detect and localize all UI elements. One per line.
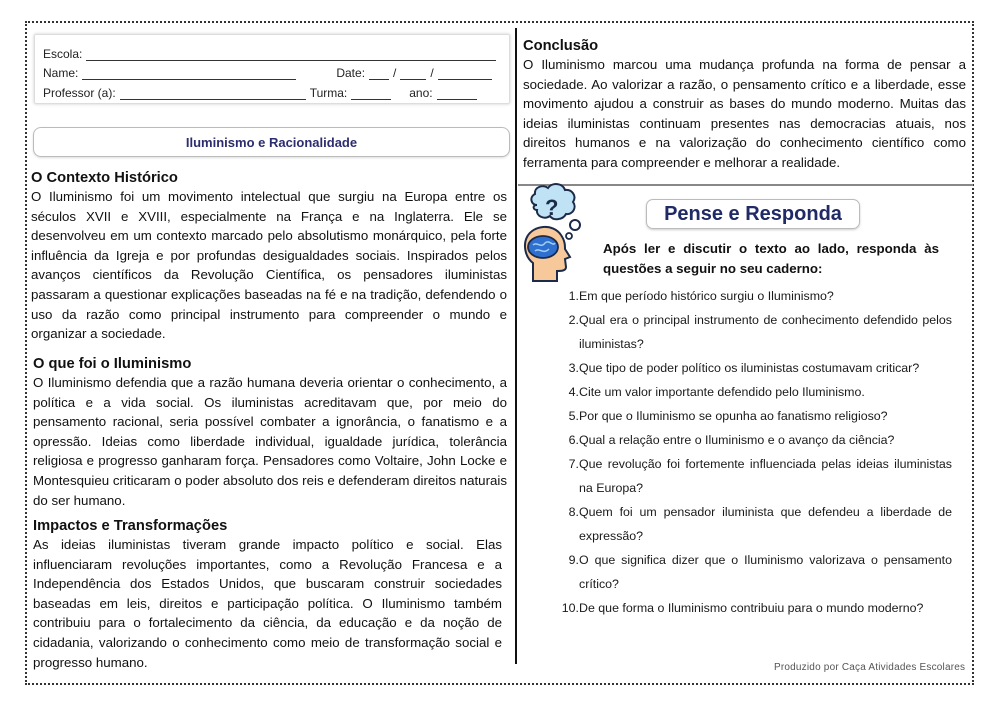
section-heading: O Contexto Histórico	[31, 170, 178, 186]
section-body: As ideias iluministas tiveram grande impacto político e social. Elas influenciaram revoluções importantes, como a Revolução Francesa e a Independência dos Estados Unidos, que buscaram construir sociedades baseadas em leis, direitos e participação política. O Iluminismo também contribuiu para o fortalecimento da ciência, da educação e da noção de cidadania, valorizando o conhecimento como meio de transformação social e progresso humano.	[33, 537, 502, 670]
professor-row	[43, 80, 501, 100]
question-text: De que forma o Iluminismo contribuiu para o mundo moderno?	[579, 601, 924, 615]
section-heading: Conclusão	[523, 38, 599, 54]
question-number: 1.	[568, 289, 579, 303]
worksheet-title: Iluminismo e Racionalidade	[33, 127, 510, 157]
ano-field[interactable]	[437, 87, 477, 100]
date-separator: /	[393, 66, 397, 80]
escola-label: Escola:	[43, 46, 83, 61]
pense-e-responda-title: Pense e Responda	[646, 199, 860, 229]
question-text: Em que período histórico surgiu o Iluminismo?	[579, 289, 834, 303]
question-number: 10.	[561, 601, 579, 615]
date-separator: /	[430, 66, 434, 80]
section-conclusao	[523, 37, 966, 173]
name-date-row	[43, 61, 501, 81]
question-number: 2.	[568, 313, 579, 327]
question-text: Qual era o principal instrumento de conhecimento defendido pelos iluministas?	[579, 313, 952, 351]
professor-label: Professor (a):	[43, 85, 116, 100]
question-item	[564, 500, 952, 548]
date-year-field[interactable]	[438, 67, 492, 80]
question-number: 4.	[568, 385, 579, 399]
question-number: 6.	[568, 433, 579, 447]
footer-credit: Produzido por Caça Atividades Escolares	[774, 662, 966, 673]
question-text: Qual a relação entre o Iluminismo e o avanço da ciência?	[579, 433, 895, 447]
question-number: 8.	[568, 505, 579, 519]
question-item	[564, 308, 952, 356]
ano-label: ano:	[409, 85, 433, 100]
professor-field[interactable]	[120, 87, 306, 100]
section-heading: Impactos e Transformações	[33, 518, 228, 534]
name-label: Name:	[43, 66, 79, 80]
question-number: 7.	[568, 457, 579, 471]
section-body: O Iluminismo marcou uma mudança profunda na forma de pensar a sociedade. Ao valorizar a razão, o pensamento crítico e a liberdade, esse movimento ajudou a construir as bases do mundo moderno. Muitas das ideias iluministas continuam presentes nas democracias atuais, nos direitos humanos e na valorização do conhecimento científico como ferramenta para compreender e melhorar a realidade.	[523, 57, 966, 170]
turma-label: Turma:	[309, 85, 348, 100]
question-number: 9.	[568, 553, 579, 567]
date-day-field[interactable]	[369, 67, 389, 80]
column-divider	[515, 28, 517, 664]
student-info-form	[34, 34, 510, 104]
instructions: Após ler e discutir o texto ao lado, responda às questões a seguir no seu caderno:	[603, 241, 939, 276]
question-list	[561, 284, 952, 620]
name-field[interactable]	[82, 67, 296, 80]
section-contexto-historico	[31, 169, 507, 344]
svg-text:?: ?	[545, 195, 559, 220]
question-item	[564, 428, 952, 452]
date-label: Date:	[336, 66, 366, 80]
section-body: O Iluminismo foi um movimento intelectual que surgiu na Europa entre os séculos XVII e XVIII, especialmente na França e na Inglaterra. Ele se desenvolveu em um contexto marcado pelo absolutismo monárquico, pela forte influência da Igreja e por profundas desigualdades sociais. Inspirados pelos avanços científicos da Revolução Científica, os pensadores iluministas passaram a questionar explicações baseadas na fé e na tradição, defendendo o uso da razão como principal instrumento para compreender o mundo e organizar a sociedade.	[31, 189, 507, 342]
question-number: 5.	[568, 409, 579, 423]
section-heading: O que foi o Iluminismo	[33, 356, 192, 372]
date-month-field[interactable]	[400, 67, 426, 80]
question-item	[564, 356, 952, 380]
section-impactos	[33, 517, 502, 672]
turma-field[interactable]	[351, 87, 391, 100]
question-item	[564, 284, 952, 308]
question-text: Que revolução foi fortemente influenciada pelas ideias iluministas na Europa?	[579, 457, 952, 495]
question-text: Que tipo de poder político os iluministas costumavam criticar?	[579, 361, 920, 375]
question-number: 3.	[568, 361, 579, 375]
question-item	[564, 548, 952, 596]
question-item	[564, 452, 952, 500]
question-item	[564, 404, 952, 428]
question-text: O que significa dizer que o Iluminismo valorizava o pensamento crítico?	[579, 553, 952, 591]
escola-row	[43, 41, 501, 61]
question-text: Por que o Iluminismo se opunha ao fanatismo religioso?	[579, 409, 888, 423]
question-text: Cite um valor importante defendido pelo Iluminismo.	[579, 385, 865, 399]
escola-field[interactable]	[86, 48, 496, 61]
thinking-head-icon	[523, 183, 595, 283]
section-o-que-foi	[33, 355, 507, 510]
question-item	[564, 380, 952, 404]
question-item	[561, 596, 952, 620]
section-body: O Iluminismo defendia que a razão humana deveria orientar o conhecimento, a política e a vida social. Os iluministas acreditavam que, por meio do pensamento racional, seria possível combater a ignorância, o fanatismo e a opressão. Ideias como liberdade individual, igualdade jurídica, tolerância religiosa e progresso ganharam força. Pensadores como Voltaire, John Locke e Montesquieu criticaram o poder absoluto dos reis e defenderam direitos naturais do ser humano.	[33, 375, 507, 508]
question-text: Quem foi um pensador iluminista que defendeu a liberdade de expressão?	[579, 505, 952, 543]
